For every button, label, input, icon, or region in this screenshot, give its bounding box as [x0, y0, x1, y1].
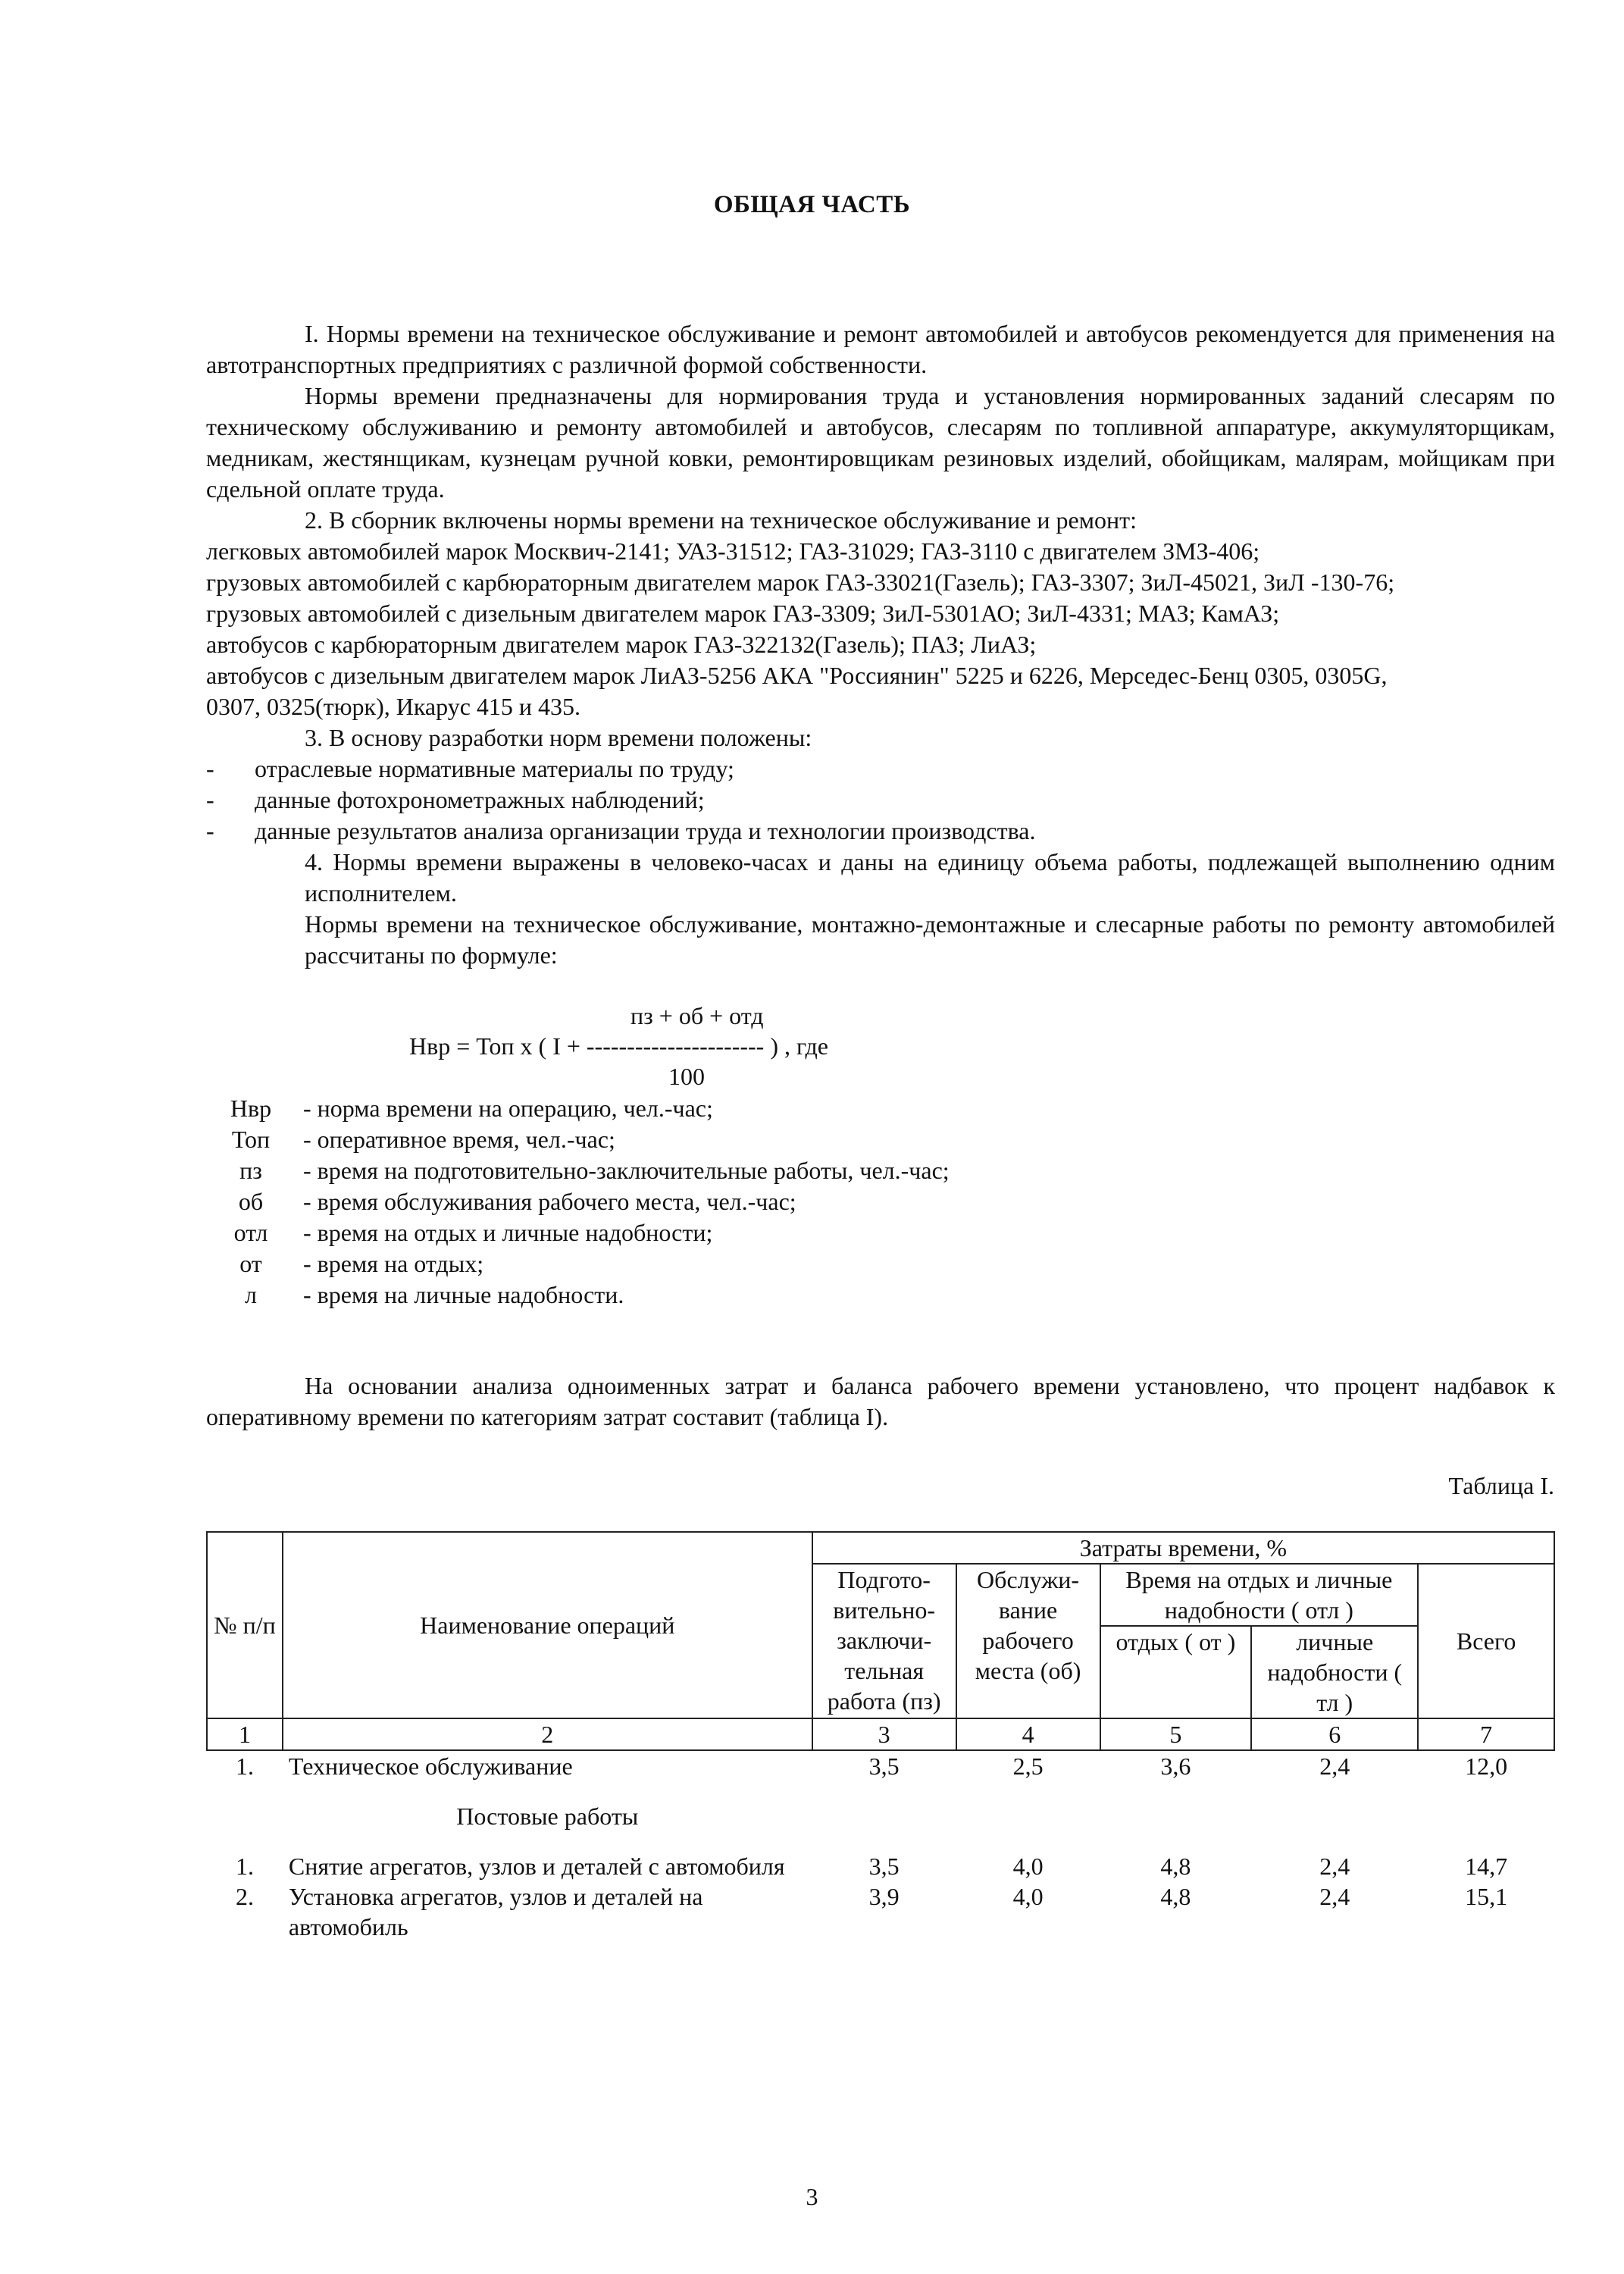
- vehicle-list-line: 0307, 0325(тюрк), Икарус 415 и 435.: [206, 693, 581, 720]
- paragraph-6: Нормы времени на техническое обслуживание, монтажно-демонтажные и слесарные работы по ремонту автомобилей рассчитаны по формуле:: [305, 910, 1555, 969]
- value-tl: 2,4: [1319, 1853, 1350, 1880]
- table-row: [207, 1851, 1554, 1881]
- legend-symbol: пз: [239, 1157, 262, 1184]
- vehicle-list-line: легковых автомобилей марок Москвич-2141; УАЗ-31512; ГАЗ-31029; ГАЗ-3110 с двигателем ЗМЗ-406;: [206, 537, 1260, 565]
- legend-symbol: от: [239, 1250, 262, 1277]
- column-number: 7: [1418, 1718, 1554, 1750]
- value-total: 15,1: [1465, 1883, 1508, 1910]
- section-title: Постовые работы: [456, 1803, 639, 1830]
- value-ot: 4,8: [1160, 1883, 1191, 1910]
- legend-symbol: Нвр: [230, 1095, 272, 1122]
- table-row: [207, 1750, 1554, 1781]
- legend-symbol: об: [238, 1188, 264, 1215]
- vehicle-list-line: автобусов с дизельным двигателем марок ЛиАЗ-5256 АКА "Россиянин" 5225 и 6226, Мерседес-Бенц 0305, 0305G,: [206, 662, 1388, 689]
- legend-symbol: отл: [233, 1219, 268, 1246]
- header-number: № п/п: [207, 1532, 283, 1718]
- operation-name: Установка агрегатов, узлов и деталей на автомобиль: [288, 1883, 703, 1940]
- paragraph-5: 4. Нормы времени выражены в человеко-часах и даны на единицу объема работы, подлежащей выполнению одним исполнителем.: [305, 848, 1555, 907]
- table-caption: Таблица I.: [1448, 1472, 1554, 1499]
- column-number: 6: [1251, 1718, 1418, 1750]
- header-rest: отдых ( от ): [1100, 1626, 1252, 1718]
- legend-text: - время обслуживания рабочего места, чел.-час;: [303, 1188, 796, 1215]
- legend-text: - время на подготовительно-заключительные работы, чел.-час;: [303, 1157, 950, 1184]
- page-title: ОБЩАЯ ЧАСТЬ: [713, 191, 911, 218]
- value-ot: 3,6: [1160, 1752, 1191, 1780]
- operation-name: Техническое обслуживание: [288, 1752, 573, 1780]
- legend-symbol: Топ: [231, 1126, 271, 1153]
- operation-name: Снятие агрегатов, узлов и деталей с автомобиля: [288, 1853, 785, 1880]
- paragraph-2: Нормы времени предназначены для нормирования труда и установления нормированных заданий слесарям по техническому обслуживанию и ремонту автомобилей и автобусов, слесарям по топливной аппаратуре, аккумуляторщикам, медникам, жестянщикам, кузнецам ручной ковки, ремонтировщикам резиновых изделий, обойщикам, малярам, мойщикам при сдельной оплате труда.: [206, 382, 1555, 503]
- column-number: 1: [207, 1718, 283, 1750]
- legend-text: - время на отдых;: [303, 1250, 484, 1277]
- value-pz: 3,5: [868, 1853, 900, 1880]
- legend-text: - время на отдых и личные надобности;: [303, 1219, 713, 1246]
- vehicle-list-line: грузовых автомобилей с дизельным двигателем марок ГАЗ-3309; ЗиЛ-5301АО; ЗиЛ-4331; МАЗ; КамАЗ;: [206, 600, 1280, 627]
- value-tl: 2,4: [1319, 1752, 1350, 1780]
- header-rest-personal: Время на отдых и личные надобности ( отл ): [1100, 1564, 1419, 1626]
- value-ot: 4,8: [1160, 1853, 1191, 1880]
- table-row: [207, 1881, 1554, 1942]
- legend-text: - время на личные надобности.: [303, 1281, 624, 1308]
- value-ob: 4,0: [1012, 1883, 1044, 1910]
- paragraph-7: На основании анализа одноименных затрат и баланса рабочего времени установлено, что процент надбавок к оперативному времени по категориям затрат составит (таблица I).: [206, 1372, 1555, 1430]
- value-pz: 3,5: [868, 1752, 900, 1780]
- column-number: 2: [283, 1718, 812, 1750]
- basis-list-item: - данные результатов анализа организации труда и технологии производства.: [206, 817, 1036, 844]
- value-total: 14,7: [1465, 1853, 1508, 1880]
- formula-denominator: 100: [668, 1063, 705, 1090]
- page-number: 3: [806, 2183, 818, 2210]
- vehicle-list-line: грузовых автомобилей с карбюраторным двигателем марок ГАЗ-33021(Газель); ГАЗ-3307; ЗиЛ-45021, ЗиЛ -130-76;: [206, 568, 1395, 596]
- value-total: 12,0: [1465, 1752, 1508, 1780]
- column-numbers-row: [207, 1718, 1554, 1750]
- norms-table: [206, 1531, 1555, 1942]
- legend-symbol: л: [245, 1281, 257, 1308]
- column-number: 5: [1100, 1718, 1252, 1750]
- column-number: 4: [956, 1718, 1100, 1750]
- basis-list-item: - отраслевые нормативные материалы по труду;: [206, 755, 734, 782]
- paragraph-4-heading: 3. В основу разработки норм времени положены:: [305, 724, 812, 751]
- header-operation-name: Наименование операций: [283, 1532, 812, 1718]
- header-time-costs: Затраты времени, %: [812, 1532, 1554, 1564]
- formula-numerator: пз + об + отд: [631, 1002, 764, 1029]
- header-personal-needs: личные надобности ( тл ): [1251, 1626, 1418, 1718]
- formula-main: Нвр = Топ х ( I + ---------------------- ) , где: [409, 1032, 828, 1060]
- basis-list-item: - данные фотохронометражных наблюдений;: [206, 786, 705, 813]
- legend-text: - оперативное время, чел.-час;: [303, 1126, 615, 1153]
- vehicle-list-line: автобусов с карбюраторным двигателем марок ГАЗ-322132(Газель); ПАЗ; ЛиАЗ;: [206, 631, 1037, 658]
- column-number: 3: [812, 1718, 956, 1750]
- value-ob: 2,5: [1012, 1752, 1044, 1780]
- paragraph-3-heading: 2. В сборник включены нормы времени на техническое обслуживание и ремонт:: [305, 506, 1137, 534]
- value-ob: 4,0: [1012, 1853, 1044, 1880]
- header-preparatory: Подгото-вительно-заключи-тельная работа (пз): [812, 1564, 956, 1718]
- row-number: 1.: [235, 1752, 254, 1780]
- row-number: 1.: [235, 1853, 254, 1880]
- value-tl: 2,4: [1319, 1883, 1350, 1910]
- legend-text: - норма времени на операцию, чел.-час;: [303, 1095, 713, 1122]
- paragraph-1: I. Нормы времени на техническое обслуживание и ремонт автомобилей и автобусов рекомендуется для применения на автотранспортных предприятиях с различной формой собственности.: [206, 320, 1555, 378]
- header-workplace-service: Обслужи-вание рабочего места (об): [956, 1564, 1100, 1718]
- section-row: [207, 1781, 1554, 1851]
- row-number: 2.: [235, 1883, 254, 1910]
- value-pz: 3,9: [868, 1883, 900, 1910]
- header-total: Всего: [1418, 1564, 1554, 1718]
